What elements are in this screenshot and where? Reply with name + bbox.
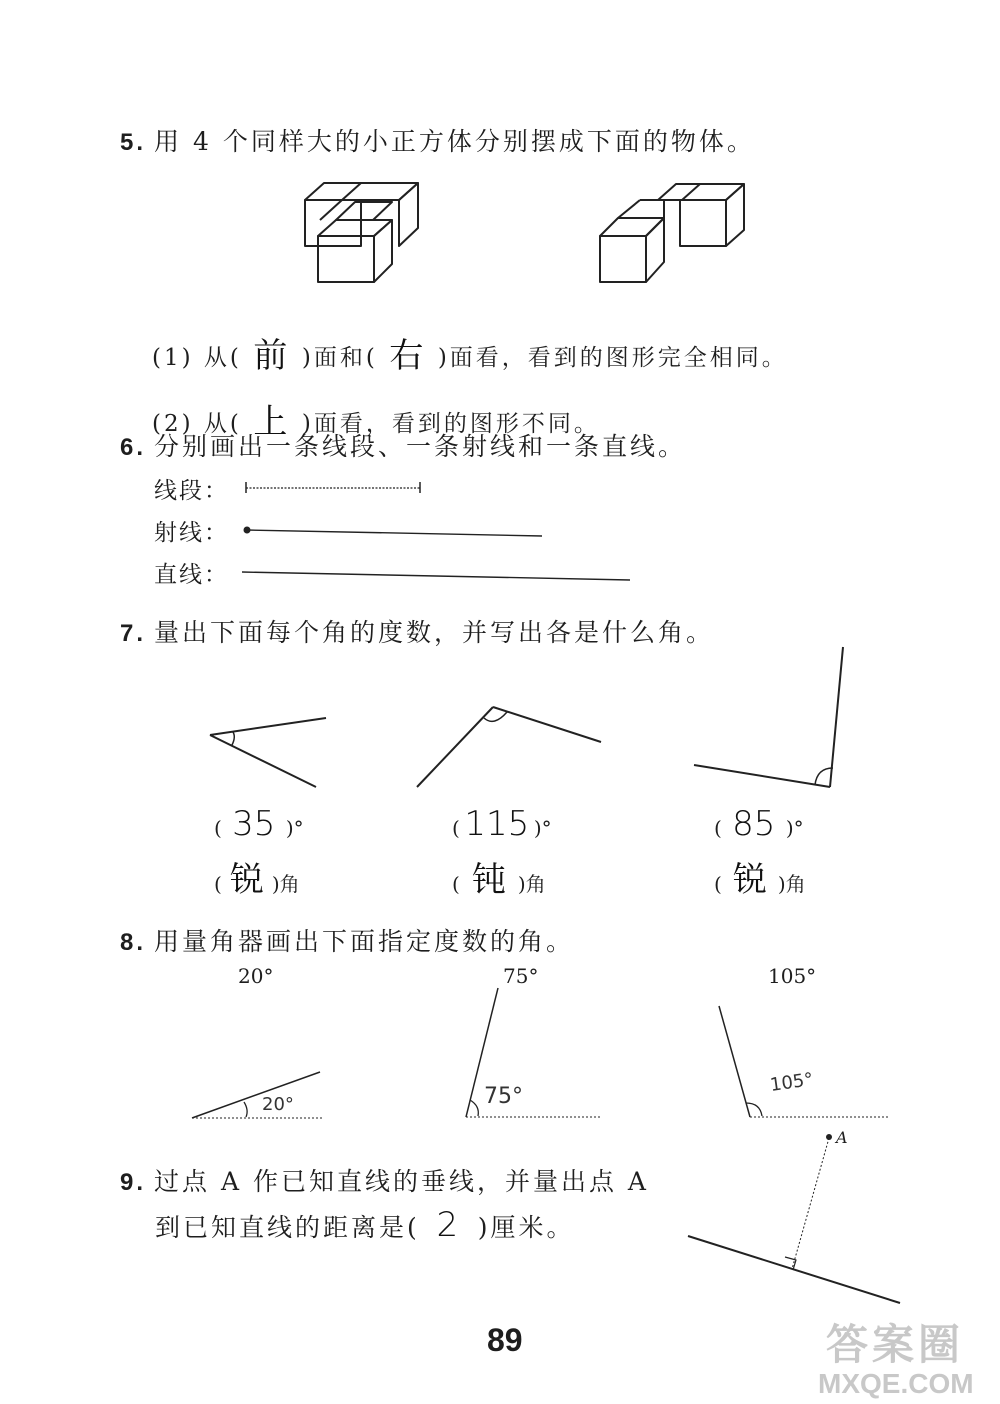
q8-target-105: 105° <box>768 964 817 988</box>
q8-number: 8. <box>120 929 147 956</box>
q7-answer-2-degree <box>452 804 552 844</box>
q5-part1 <box>152 326 788 375</box>
q9-point-a-label: A <box>836 1128 848 1147</box>
q6-prompt <box>120 427 686 463</box>
paren-open: ( <box>714 816 722 840</box>
q7-answer-2-type <box>452 852 546 901</box>
q7-degree-2: 115 <box>464 804 530 844</box>
paren-open: ( <box>714 872 722 896</box>
q7-answer-3-degree <box>714 804 804 844</box>
q8-prompt <box>120 922 574 958</box>
q7-prompt <box>120 613 714 649</box>
q8-drawn-label-105: 105° <box>768 1069 815 1096</box>
q9-figure <box>688 1134 900 1303</box>
q8-drawn-label-20: 20° <box>262 1094 294 1115</box>
paren-close-degree: )° <box>533 816 552 840</box>
paren-close-angle: )角 <box>271 872 300 896</box>
q7-number: 7. <box>120 620 147 647</box>
q7-type-1: 锐 <box>229 860 264 900</box>
q8-target-75: 75° <box>503 964 539 988</box>
paren-close-degree: )° <box>285 816 304 840</box>
q6-segment-label: 线段： <box>154 478 229 504</box>
watermark-url: MXQE.COM <box>818 1368 974 1399</box>
watermark-brand: 答案圈 <box>826 1321 965 1368</box>
q7-answer-3-type <box>714 852 806 901</box>
q5-answer-right: 右 <box>389 336 427 376</box>
paren-close-angle: )角 <box>517 872 546 896</box>
q9-prompt-line1 <box>120 1162 649 1198</box>
q6-segment-drawing <box>246 482 420 493</box>
paren-open: ( <box>214 816 222 840</box>
paren-open: ( <box>452 872 460 896</box>
q5-number: 5. <box>120 129 147 156</box>
q5-part1-text-a: (1) 从( <box>152 345 242 371</box>
q7-type-2: 钝 <box>471 860 506 900</box>
q7-type-3: 锐 <box>732 860 767 900</box>
q5-part2-text-b: )面看，看到的图形不同。 <box>301 411 600 437</box>
q8-drawn-label-75: 75° <box>484 1084 523 1109</box>
paren-close-angle: )角 <box>777 872 806 896</box>
q7-answer-1-type <box>214 852 300 901</box>
q6-line-label: 直线： <box>154 562 229 588</box>
q6-ray-drawing <box>245 528 543 537</box>
paren-open: ( <box>214 872 222 896</box>
q6-number: 6. <box>120 434 147 461</box>
q7-angle-3 <box>694 647 843 787</box>
q9-answer: 2 <box>436 1205 462 1245</box>
q5-answer-front: 前 <box>253 336 291 376</box>
q5-part1-text-b: )面和( <box>301 345 378 371</box>
page-number: 89 <box>487 1322 523 1358</box>
q8-target-20: 20° <box>238 964 274 988</box>
q5-text: 用 4 个同样大的小正方体分别摆成下面的物体。 <box>154 127 755 156</box>
q8-angle-20 <box>192 1072 324 1118</box>
q7-degree-3: 85 <box>732 804 776 844</box>
q7-answer-1-degree <box>214 804 304 844</box>
q8-text: 用量角器画出下面指定度数的角。 <box>154 927 575 956</box>
q9-number: 9. <box>120 1169 147 1196</box>
q9-text-line1: 过点 A 作已知直线的垂线，并量出点 A <box>154 1167 649 1196</box>
q9-text-line2-a: 到已知直线的距离是( <box>155 1213 420 1242</box>
q6-text: 分别画出一条线段、一条射线和一条直线。 <box>154 432 687 461</box>
cube-solid-left <box>305 183 418 282</box>
q9-text-line2-b: )厘米。 <box>477 1213 575 1242</box>
q5-answer-top: 上 <box>253 402 291 442</box>
q7-angle-2 <box>417 707 601 787</box>
q7-text: 量出下面每个角的度数，并写出各是什么角。 <box>154 618 715 647</box>
q7-angle-1 <box>210 718 326 787</box>
q6-line-drawing <box>242 572 630 580</box>
q8-angle-105 <box>719 1006 888 1117</box>
paren-open: ( <box>452 816 460 840</box>
q5-part2-text-a: (2) 从( <box>152 411 242 437</box>
q9-prompt-line2 <box>155 1205 575 1245</box>
q5-part1-text-c: )面看，看到的图形完全相同。 <box>437 345 788 371</box>
paren-close-degree: )° <box>785 816 804 840</box>
q6-ray-label: 射线： <box>154 520 229 546</box>
q7-degree-1: 35 <box>232 804 276 844</box>
cube-solid-right <box>600 184 744 282</box>
